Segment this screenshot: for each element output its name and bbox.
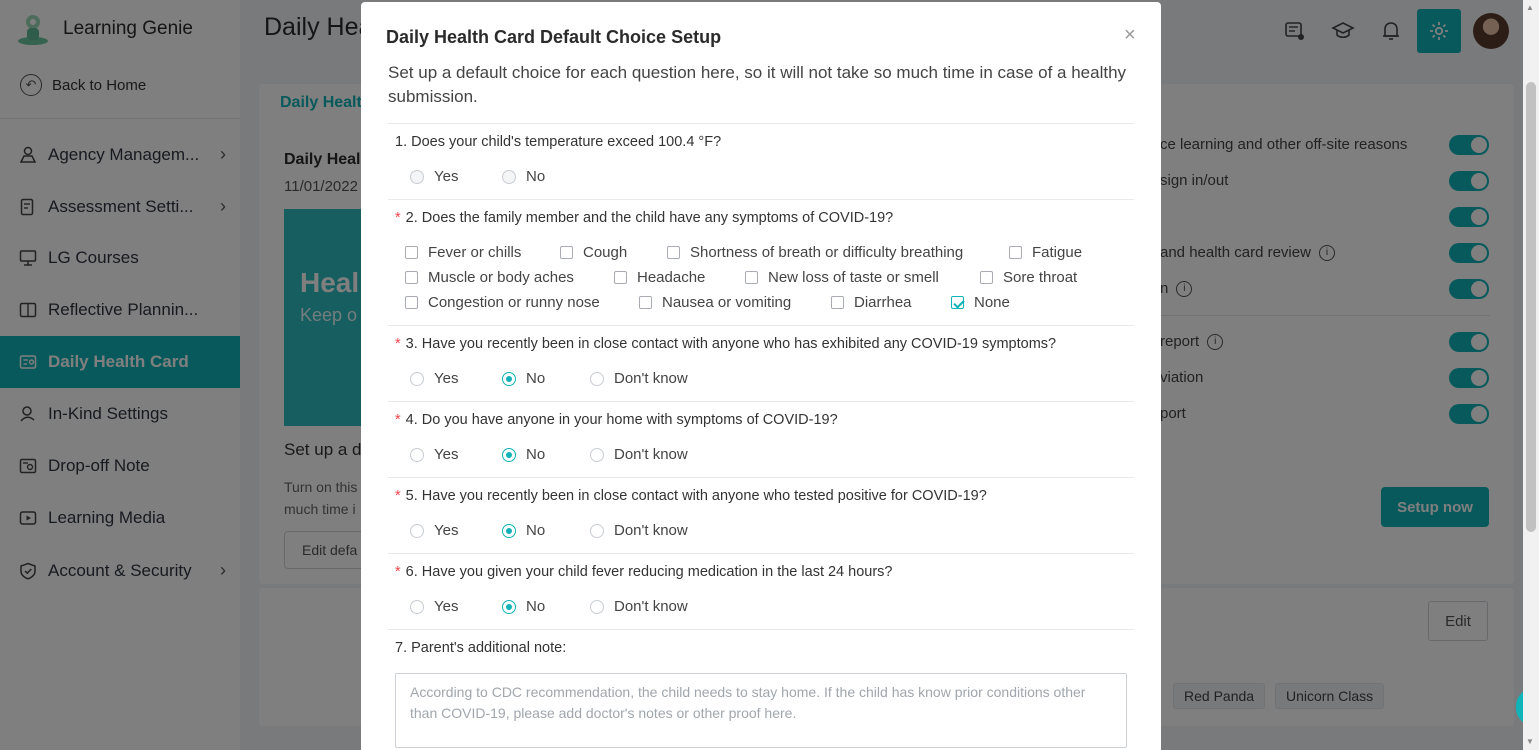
required-asterisk: * <box>395 564 401 580</box>
option-label: No <box>526 168 546 185</box>
option-label: Yes <box>434 168 459 185</box>
q1-option-no[interactable] <box>502 168 545 185</box>
question-divider <box>388 629 1134 630</box>
option-label: Sore throat <box>1003 269 1078 286</box>
question-4 <box>395 412 838 428</box>
option-label: No <box>526 522 546 539</box>
q2-option-diarrhea[interactable] <box>831 294 912 311</box>
option-label: Cough <box>583 244 628 261</box>
question-3-text: 3. Have you recently been in close contact with anyone who has exhibited any COVID-19 symptoms? <box>405 336 1057 352</box>
option-label: No <box>526 446 546 463</box>
q1-option-yes[interactable] <box>410 168 458 185</box>
option-label: Nausea or vomiting <box>662 294 792 311</box>
option-label: No <box>526 370 546 387</box>
q2-option-congestion[interactable] <box>405 294 600 311</box>
option-label: None <box>974 294 1010 311</box>
option-label: Muscle or body aches <box>428 269 574 286</box>
option-label: Don't know <box>614 598 688 615</box>
question-divider <box>388 123 1134 124</box>
question-5 <box>395 488 987 504</box>
scroll-down-arrow-icon[interactable]: ▼ <box>1526 737 1534 746</box>
q5-option-no[interactable] <box>502 522 545 539</box>
q2-option-headache[interactable] <box>614 269 705 286</box>
radio-button[interactable] <box>590 524 604 538</box>
radio-button-selected[interactable] <box>502 524 516 538</box>
checkbox[interactable] <box>831 296 844 309</box>
checkbox[interactable] <box>405 246 418 259</box>
q6-option-dont-know[interactable] <box>590 598 688 615</box>
radio-button[interactable] <box>410 448 424 462</box>
q2-option-fatigue[interactable] <box>1009 244 1082 261</box>
q3-option-dont-know[interactable] <box>590 370 688 387</box>
option-label: Yes <box>434 522 459 539</box>
radio-button[interactable] <box>502 170 516 184</box>
checkbox[interactable] <box>614 271 627 284</box>
radio-button[interactable] <box>410 524 424 538</box>
question-divider <box>388 325 1134 326</box>
default-choice-modal <box>361 2 1161 750</box>
checkbox[interactable] <box>405 296 418 309</box>
question-5-text: 5. Have you recently been in close contact with anyone who tested positive for COVID-19? <box>405 488 987 504</box>
q2-option-sore-throat[interactable] <box>980 269 1077 286</box>
option-label: Headache <box>637 269 706 286</box>
scrollbar-thumb[interactable] <box>1526 82 1536 532</box>
question-divider <box>388 199 1134 200</box>
option-label: New loss of taste or smell <box>768 269 939 286</box>
option-label: Don't know <box>614 446 688 463</box>
question-divider <box>388 477 1134 478</box>
close-icon[interactable]: × <box>1124 24 1136 46</box>
question-2-text: 2. Does the family member and the child have any symptoms of COVID-19? <box>405 210 894 226</box>
option-label: Shortness of breath or difficulty breathing <box>690 244 964 261</box>
required-asterisk: * <box>395 336 401 352</box>
checkbox[interactable] <box>667 246 680 259</box>
question-6-text: 6. Have you given your child fever reducing medication in the last 24 hours? <box>405 564 893 580</box>
option-label: Congestion or runny nose <box>428 294 600 311</box>
q2-option-none[interactable] <box>951 294 1010 311</box>
question-divider <box>388 401 1134 402</box>
q2-option-muscle-aches[interactable] <box>405 269 574 286</box>
option-label: Yes <box>434 598 459 615</box>
q2-option-fever[interactable] <box>405 244 521 261</box>
scroll-up-arrow-icon[interactable]: ▲ <box>1526 3 1534 12</box>
q5-option-dont-know[interactable] <box>590 522 688 539</box>
q2-option-cough[interactable] <box>560 244 627 261</box>
required-asterisk: * <box>395 412 401 428</box>
question-7: 7. Parent's additional note: <box>395 640 567 656</box>
modal-title: Daily Health Card Default Choice Setup <box>386 27 722 47</box>
radio-button-selected[interactable] <box>502 448 516 462</box>
q6-option-yes[interactable] <box>410 598 458 615</box>
q3-option-no[interactable] <box>502 370 545 387</box>
q6-option-no[interactable] <box>502 598 545 615</box>
parent-note-textarea[interactable] <box>395 673 1127 748</box>
q3-option-yes[interactable] <box>410 370 458 387</box>
option-label: Fatigue <box>1032 244 1083 261</box>
checkbox-checked[interactable] <box>951 296 964 309</box>
question-1: 1. Does your child's temperature exceed 100.4 °F? <box>395 134 722 150</box>
q2-option-shortness-of-breath[interactable] <box>667 244 963 261</box>
option-label: Yes <box>434 370 459 387</box>
q4-option-dont-know[interactable] <box>590 446 688 463</box>
radio-button[interactable] <box>410 600 424 614</box>
q2-option-nausea[interactable] <box>639 294 791 311</box>
q2-option-loss-of-taste[interactable] <box>745 269 939 286</box>
radio-button[interactable] <box>410 372 424 386</box>
checkbox[interactable] <box>405 271 418 284</box>
radio-button-selected[interactable] <box>502 600 516 614</box>
required-asterisk: * <box>395 488 401 504</box>
checkbox[interactable] <box>639 296 652 309</box>
checkbox[interactable] <box>980 271 993 284</box>
question-3 <box>395 336 1056 352</box>
checkbox[interactable] <box>1009 246 1022 259</box>
option-label: Fever or chills <box>428 244 522 261</box>
option-label: Don't know <box>614 522 688 539</box>
radio-button-selected[interactable] <box>502 372 516 386</box>
q4-option-yes[interactable] <box>410 446 458 463</box>
radio-button[interactable] <box>590 448 604 462</box>
q5-option-yes[interactable] <box>410 522 458 539</box>
required-asterisk: * <box>395 210 401 226</box>
radio-button[interactable] <box>590 600 604 614</box>
question-divider <box>388 553 1134 554</box>
radio-button[interactable] <box>590 372 604 386</box>
radio-button[interactable] <box>410 170 424 184</box>
q4-option-no[interactable] <box>502 446 545 463</box>
modal-description: Set up a default choice for each question here, so it will not take so much time in case of a healthy submission. <box>388 63 1127 106</box>
option-label: Don't know <box>614 370 688 387</box>
option-label: No <box>526 598 546 615</box>
option-label: Yes <box>434 446 459 463</box>
question-6 <box>395 564 893 580</box>
question-4-text: 4. Do you have anyone in your home with symptoms of COVID-19? <box>405 412 838 428</box>
checkbox[interactable] <box>745 271 758 284</box>
checkbox[interactable] <box>560 246 573 259</box>
question-2 <box>395 210 893 226</box>
option-label: Diarrhea <box>854 294 912 311</box>
